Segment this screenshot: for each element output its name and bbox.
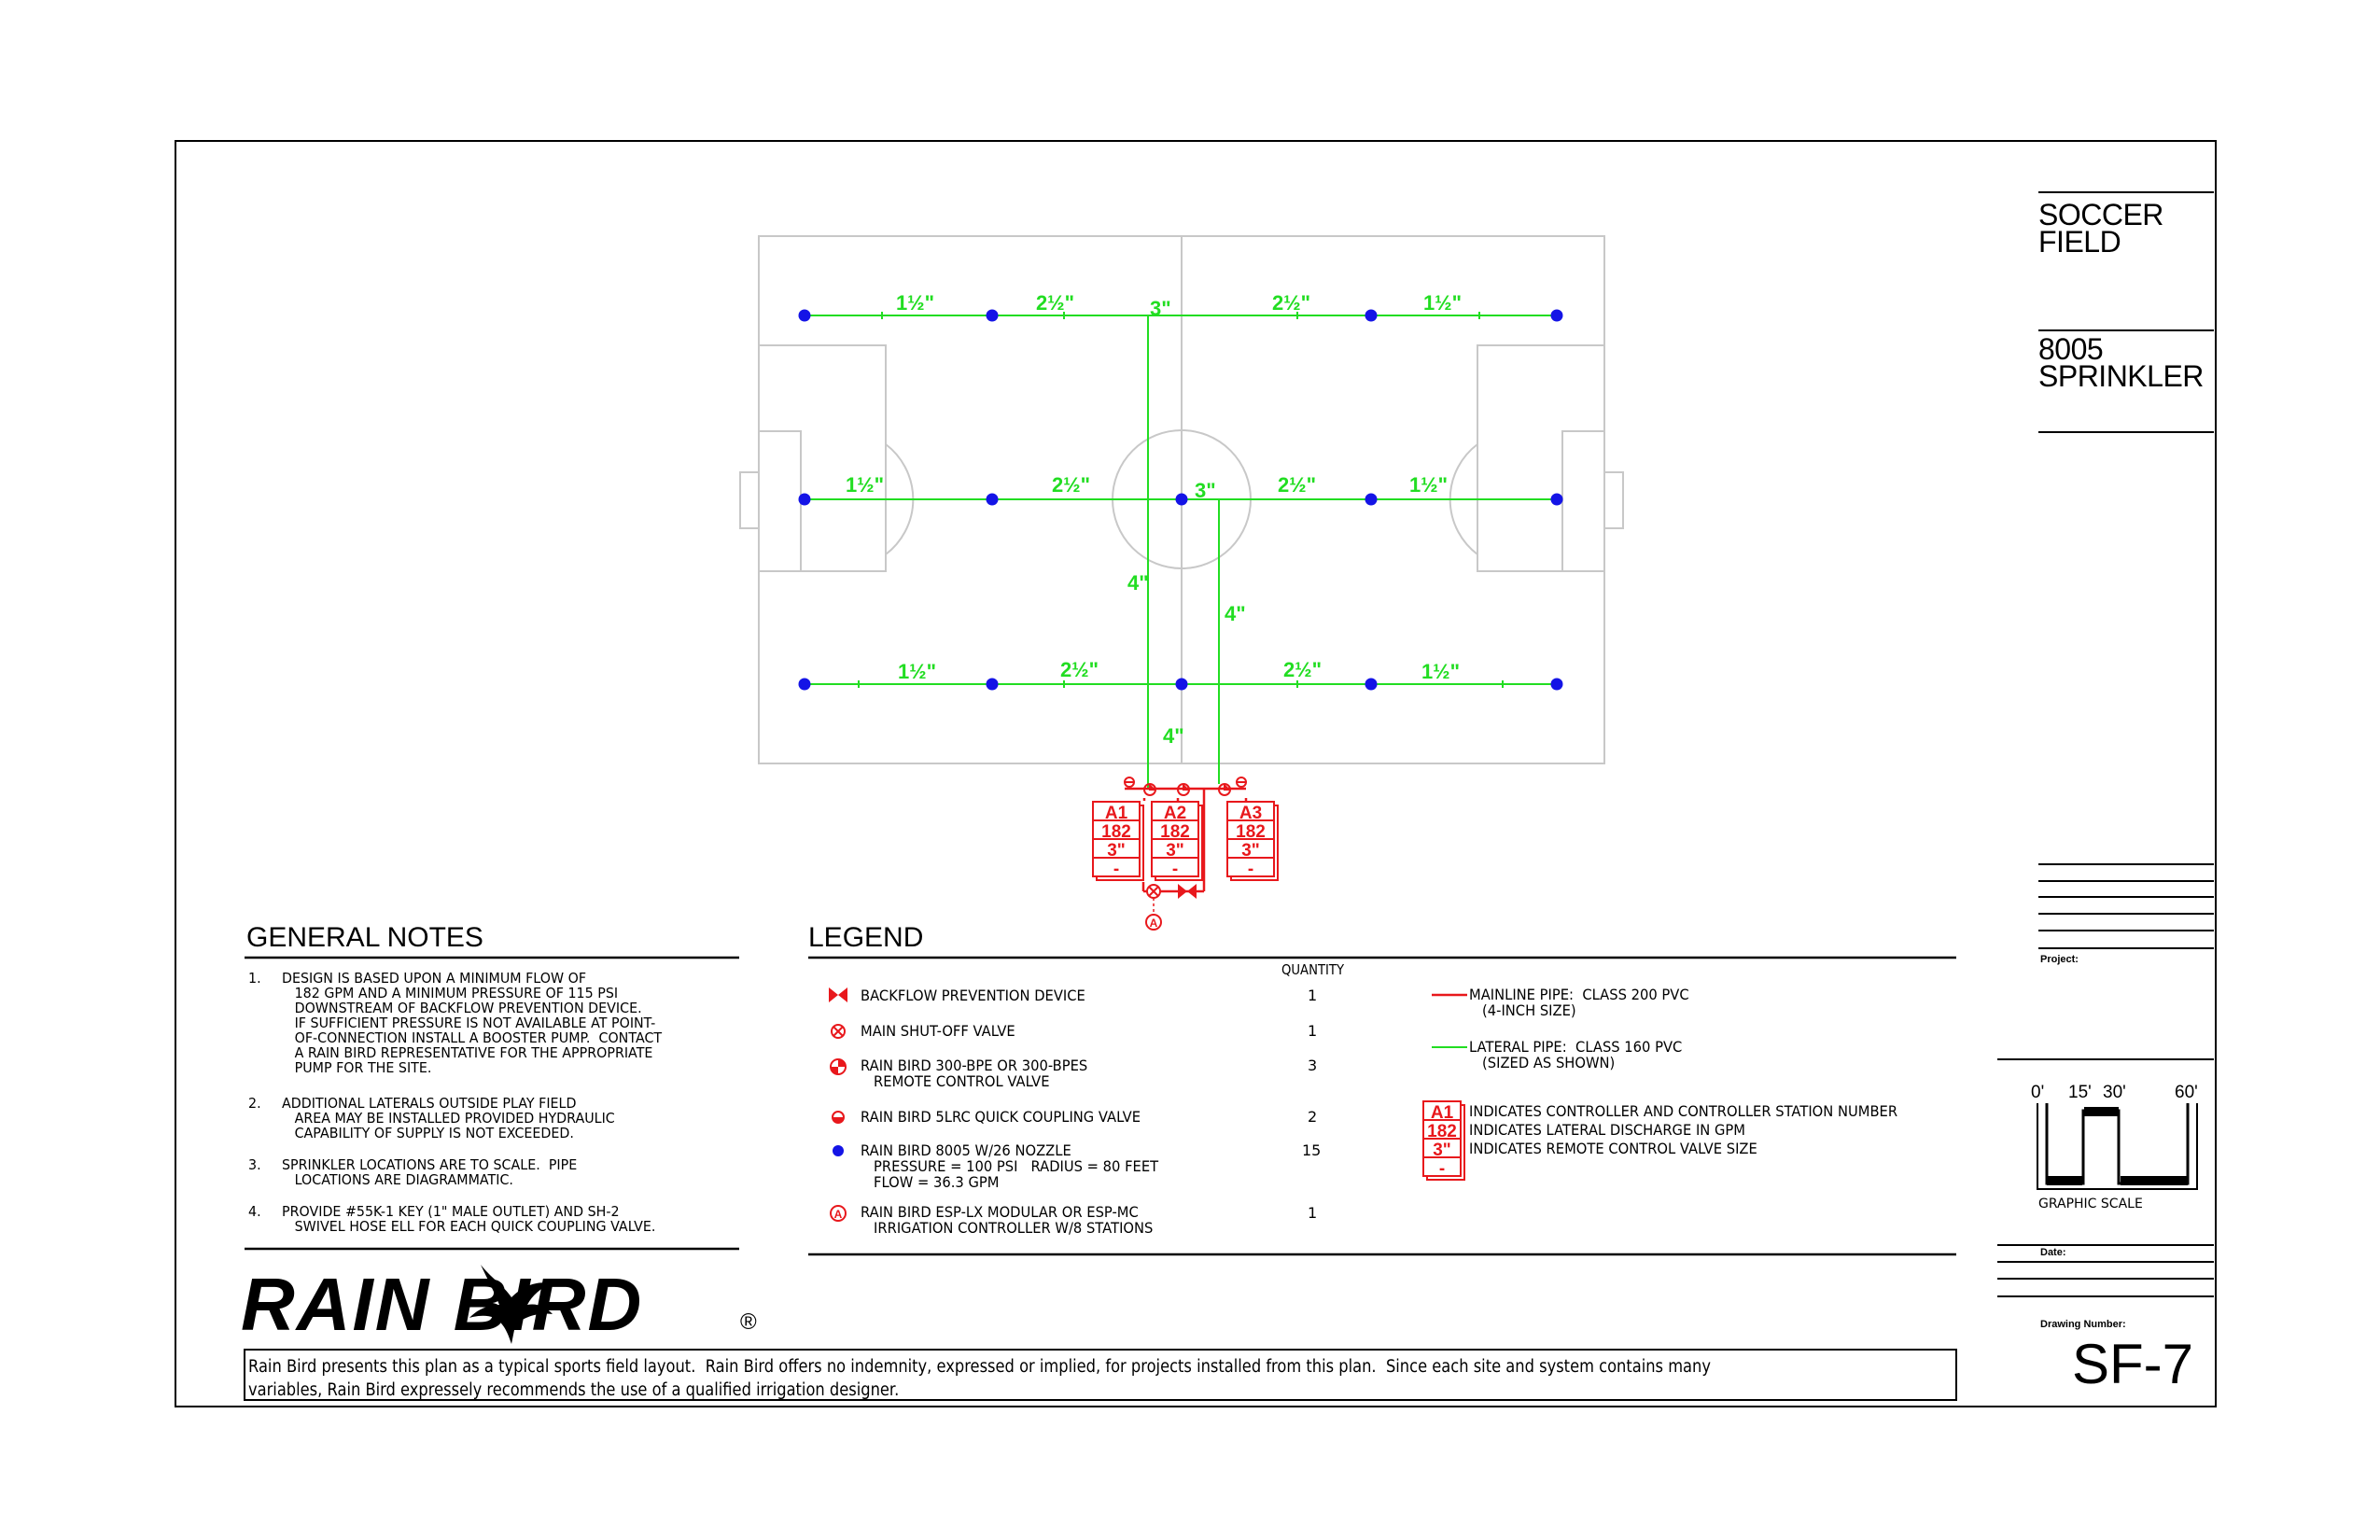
svg-text:-: - <box>1113 860 1120 879</box>
rcv-legend-icon <box>831 1059 846 1074</box>
pipe-label: 3" <box>1195 479 1216 502</box>
pipe-label: 1½" <box>1421 660 1461 683</box>
legend-item-text: MAIN SHUT-OFF VALVE <box>861 1022 1015 1040</box>
graphic-scale <box>2037 1103 2197 1189</box>
note-text: ADDITIONAL LATERALS OUTSIDE PLAY FIELD AREA MAY BE INSTALLED PROVIDED HYDRAULIC CAPABILITY OF SUPPLY IS NOT EXCEEDED. <box>282 1095 615 1141</box>
pipe-label: 2½" <box>1060 658 1099 681</box>
sprinkler-head <box>1176 679 1188 691</box>
pipe-label: 4" <box>1163 724 1184 748</box>
legend-item-qty: 1 <box>1308 1022 1318 1040</box>
title-field <box>2038 198 2163 259</box>
svg-text:A2: A2 <box>1163 804 1187 823</box>
pipe-label: 4" <box>1127 571 1149 595</box>
legend-item-text: RAIN BIRD 8005 W/26 NOZZLE PRESSURE = 100 PSI RADIUS = 80 FEET FLOW = 36.3 GPM <box>861 1141 1159 1191</box>
pipe-label: 3" <box>1150 297 1171 320</box>
pipe-label: 1½" <box>898 660 937 683</box>
general-notes-heading: GENERAL NOTES <box>246 922 483 953</box>
valve-tag-a3 <box>1227 802 1278 880</box>
date-label: Date: <box>2040 1247 2066 1258</box>
svg-text:3": 3" <box>1166 841 1184 861</box>
svg-text:-: - <box>1247 860 1254 879</box>
svg-text:182: 182 <box>1160 822 1190 842</box>
note-number: 1. <box>248 970 261 987</box>
pipe-label: 1½" <box>1423 291 1463 315</box>
scale-tick: 30' <box>2103 1083 2126 1102</box>
sprinkler-head <box>799 679 811 691</box>
legend-item-text: RAIN BIRD 5LRC QUICK COUPLING VALVE <box>861 1108 1141 1126</box>
pipe-label: 2½" <box>1278 473 1317 497</box>
sprinkler-line: 8005 <box>2038 332 2104 366</box>
legend-heading: LEGEND <box>808 922 924 953</box>
legend-item-qty: 1 <box>1308 987 1318 1004</box>
svg-text:3": 3" <box>1241 841 1260 861</box>
pipe-label: 1½" <box>1409 473 1449 497</box>
pipe-label: 2½" <box>1272 291 1311 315</box>
legend-item-qty: 15 <box>1302 1141 1322 1159</box>
sprinkler-field <box>2038 332 2204 393</box>
valve-tags <box>1093 802 1278 880</box>
title-line: SOCCER <box>2038 198 2163 231</box>
sprinkler-head <box>799 310 811 322</box>
quantity-header: QUANTITY <box>1281 961 1345 978</box>
svg-text:3": 3" <box>1107 841 1126 861</box>
sprinkler-head <box>1365 494 1378 506</box>
svg-text:A1: A1 <box>1430 1103 1454 1123</box>
shutoff-legend-icon <box>832 1025 845 1038</box>
legend-item-qty: 3 <box>1308 1057 1318 1074</box>
controller-legend-icon <box>831 1206 846 1221</box>
pipe-label: 1½" <box>846 473 885 497</box>
graphic-scale-label: GRAPHIC SCALE <box>2038 1197 2143 1211</box>
legend-item-text: RAIN BIRD ESP-LX MODULAR OR ESP-MC IRRIGATION CONTROLLER W/8 STATIONS <box>861 1203 1154 1237</box>
disclaimer-text: Rain Bird presents this plan as a typical sports field layout. Rain Bird offers no indemnity, expressed or implied, for projects installed from this plan. Since each site and system contains many variables, Rain Bird expressely recommends the use of a qualified irrigation designer. <box>248 1357 1711 1400</box>
note-text: PROVIDE #55K-1 KEY (1" MALE OUTLET) AND SH-2 SWIVEL HOSE ELL FOR EACH QUICK COUPLING VALVE. <box>282 1203 656 1235</box>
svg-text:A3: A3 <box>1239 804 1263 823</box>
sprinkler-head <box>1176 494 1188 506</box>
sprinkler-head <box>1365 310 1378 322</box>
sprinkler-head <box>987 310 999 322</box>
note-number: 2. <box>248 1095 261 1112</box>
drawing-number: SF-7 <box>2072 1333 2194 1395</box>
scale-tick: 0' <box>2031 1083 2045 1102</box>
key-text-gpm: INDICATES LATERAL DISCHARGE IN GPM <box>1469 1121 1745 1139</box>
pipe-label: 2½" <box>1283 658 1323 681</box>
pipe-label: 2½" <box>1052 473 1091 497</box>
logo-registered: ® <box>740 1309 757 1335</box>
svg-text:A: A <box>1149 917 1158 930</box>
controller-icon <box>1146 898 1161 930</box>
sprinkler-head <box>1365 679 1378 691</box>
key-text-size: INDICATES REMOTE CONTROL VALVE SIZE <box>1469 1140 1757 1157</box>
svg-text:A1: A1 <box>1104 804 1128 823</box>
legend-item-text: BACKFLOW PREVENTION DEVICE <box>861 987 1085 1004</box>
pipe-label: 4" <box>1225 602 1246 625</box>
legend-item-text: RAIN BIRD 300-BPE OR 300-BPES REMOTE CONTROL VALVE <box>861 1057 1088 1090</box>
svg-text:A: A <box>833 1208 843 1221</box>
lateral-pipe-text: LATERAL PIPE: CLASS 160 PVC (SIZED AS SHOWN) <box>1469 1038 1683 1071</box>
sprinkler-legend-icon <box>833 1145 844 1156</box>
sprinkler-head <box>987 494 999 506</box>
legend-item-qty: 1 <box>1308 1204 1318 1222</box>
sprinkler-head <box>799 494 811 506</box>
pipe-label: 1½" <box>896 291 935 315</box>
pipe-label: 2½" <box>1036 291 1075 315</box>
main-shutoff-valve-icon <box>1147 885 1160 898</box>
svg-text:182: 182 <box>1101 822 1131 842</box>
logo-wordmark: RAIN BIRD <box>241 1263 644 1346</box>
svg-text:182: 182 <box>1427 1122 1457 1141</box>
sprinkler-line: SPRINKLER <box>2038 359 2204 393</box>
backflow-device-icon <box>1178 884 1197 899</box>
sprinkler-head <box>1551 494 1563 506</box>
sprinkler-head <box>1551 679 1563 691</box>
note-text: SPRINKLER LOCATIONS ARE TO SCALE. PIPE LOCATIONS ARE DIAGRAMMATIC. <box>282 1156 578 1188</box>
sprinkler-head <box>1551 310 1563 322</box>
title-line: FIELD <box>2038 225 2121 259</box>
key-text-station: INDICATES CONTROLLER AND CONTROLLER STATION NUMBER <box>1469 1102 1898 1120</box>
backflow-legend-icon <box>829 987 847 1002</box>
project-label: Project: <box>2040 954 2079 965</box>
legend-item-qty: 2 <box>1308 1108 1318 1126</box>
drawing-number-label: Drawing Number: <box>2040 1319 2126 1330</box>
valve-tag-a1 <box>1093 802 1143 880</box>
mainline-pipe-text: MAINLINE PIPE: CLASS 200 PVC (4-INCH SIZE) <box>1469 986 1689 1019</box>
svg-text:-: - <box>1171 860 1179 879</box>
note-number: 3. <box>248 1156 261 1173</box>
svg-text:-: - <box>1438 1159 1446 1179</box>
quick-coupling-legend-icon <box>833 1112 844 1123</box>
rain-bird-logo <box>241 1263 757 1346</box>
scale-tick: 15' <box>2068 1083 2092 1102</box>
svg-text:182: 182 <box>1236 822 1266 842</box>
note-text: DESIGN IS BASED UPON A MINIMUM FLOW OF 182 GPM AND A MINIMUM PRESSURE OF 115 PSI DOWNSTREAM OF BACKFLOW PREVENTION DEVICE. IF SUFFICIENT PRESSURE IS NOT AVAILABLE AT POINT- OF-CONNECTION INSTALL A BOOSTER PUMP. CONTACT A RAIN BIRD REPRESENTATIVE FOR THE APPROPRIATE PUMP FOR THE SITE. <box>282 970 663 1076</box>
sprinkler-head <box>987 679 999 691</box>
note-number: 4. <box>248 1203 261 1220</box>
scale-tick: 60' <box>2175 1083 2198 1102</box>
legend-key-tag <box>1423 1101 1464 1180</box>
scale-ticks <box>2031 1083 2208 1105</box>
svg-text:3": 3" <box>1433 1141 1451 1160</box>
valve-tag-a2 <box>1152 802 1202 880</box>
